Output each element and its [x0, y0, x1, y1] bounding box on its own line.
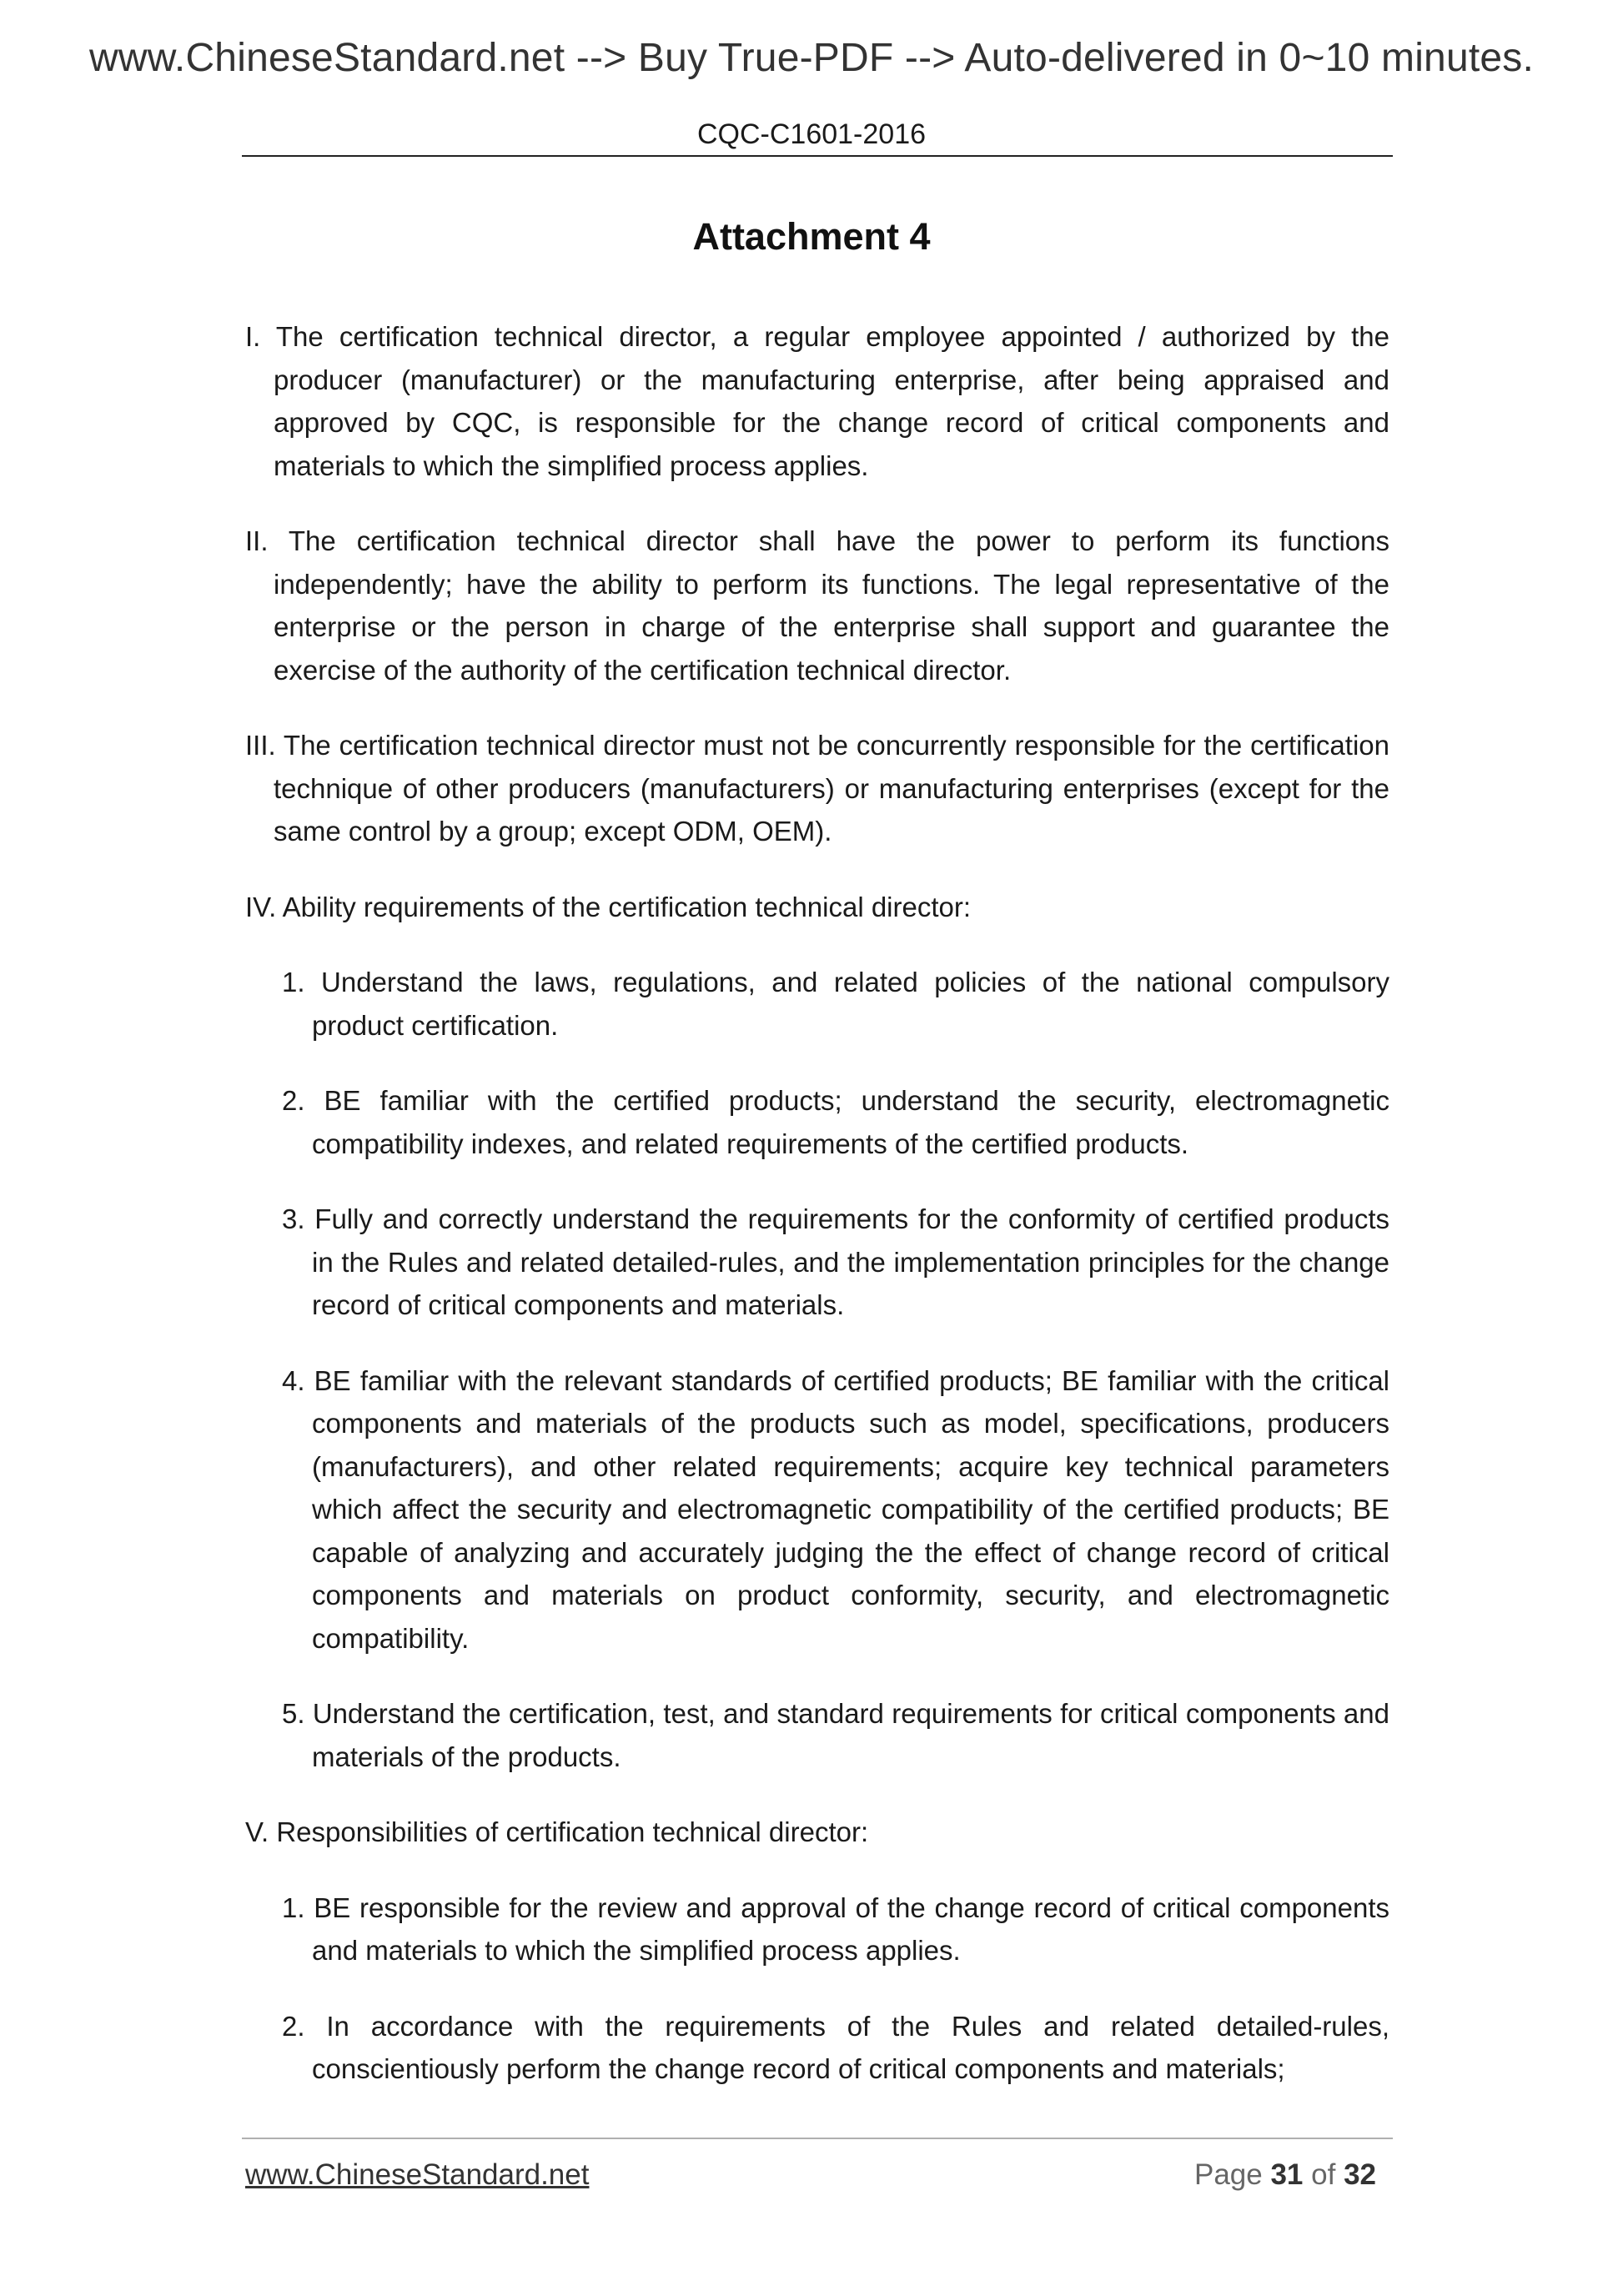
section-4-heading: IV. Ability requirements of the certification technical director: [245, 891, 972, 922]
footer-divider [242, 2138, 1393, 2139]
footer-site-link[interactable]: www.ChineseStandard.net [245, 2158, 590, 2191]
section-3: III. The certification technical director must not be concurrently responsible for the certification technique of other producers (manufacturers) or manufacturing enterprises (except for the same control by a group; except ODM, OEM). [245, 730, 1389, 847]
page-total: 32 [1344, 2158, 1376, 2191]
list-item: 5. Understand the certification, test, and standard requirements for critical components and materials of the products. [282, 1698, 1389, 1772]
list-item: 4. BE familiar with the relevant standards of certified products; BE familiar with the critical components and materials of the products such as model, specifications, producers (manufacturers), and other related requirements; acquire key technical parameters which affect the security and electromagnetic compatibility of the certified products; BE capable of analyzing and accurately judging the the effect of change record of critical components and materials on product conformity, security, and electromagnetic compatibility. [282, 1364, 1389, 1654]
page-indicator [1194, 2158, 1376, 2192]
document-code: CQC-C1601-2016 [696, 118, 927, 150]
list-item: 3. Fully and correctly understand the requirements for the conformity of certified products in the Rules and related detailed-rules, and the implementation principles for the change record of critical components and materials. [282, 1203, 1389, 1320]
header-divider [242, 155, 1393, 157]
list-item: 2. In accordance with the requirements of the Rules and related detailed-rules, conscientiously perform the change record of critical components and materials; [282, 2010, 1389, 2084]
section-1: I. The certification technical director, a regular employee appointed / authorized by the producer (manufacturer) or the manufacturing enterprise, after being appraised and approved by CQC, is responsible for the change record of critical components and materials to which the simplified process applies. [245, 321, 1389, 481]
list-item: 2. BE familiar with the certified products; understand the security, electromagnetic compatibility indexes, and related requirements of the certified products. [282, 1085, 1389, 1159]
site-banner: www.ChineseStandard.net --> Buy True-PDF --> Auto-delivered in 0~10 minutes. [88, 36, 1535, 80]
page-of-label: of [1311, 2158, 1336, 2191]
list-item: 1. Understand the laws, regulations, and related policies of the national compulsory product certification. [282, 967, 1389, 1041]
list-item: 1. BE responsible for the review and approval of the change record of critical components and materials to which the simplified process applies. [282, 1892, 1389, 1966]
document-body [245, 315, 1389, 2123]
section-2: II. The certification technical director shall have the power to perform its functions independently; have the ability to perform its functions. The legal representative of the enterprise or the person in charge of the enterprise shall support and guarantee the exercise of the authority of the certification technical director. [245, 525, 1389, 686]
page-label: Page [1193, 2158, 1263, 2191]
page-title: Attachment 4 [692, 215, 931, 258]
page-current: 31 [1270, 2158, 1304, 2191]
section-5-heading: V. Responsibilities of certification technical director: [245, 1816, 869, 1847]
